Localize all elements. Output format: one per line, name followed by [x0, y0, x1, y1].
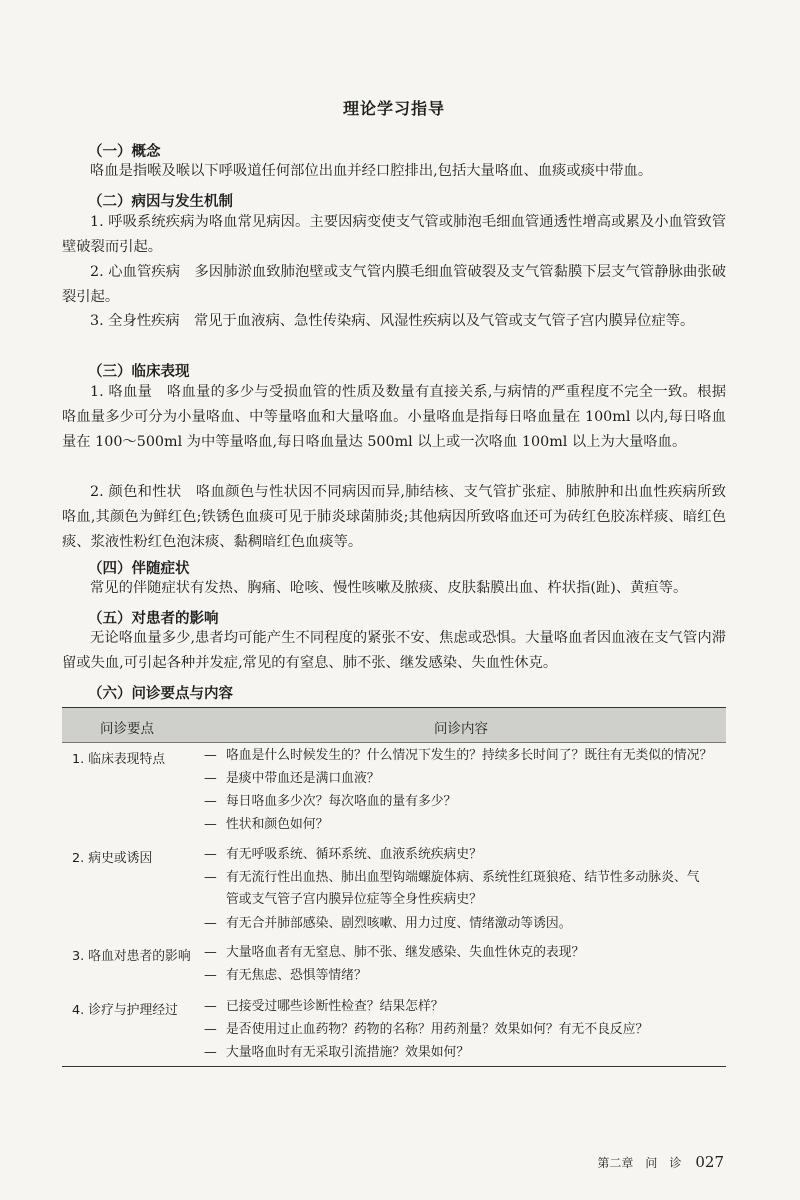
list-item: — 有无合并肺部感染、剧烈咳嗽、用力过度、情绪激动等诱因。 — [204, 916, 572, 931]
interview-table — [62, 707, 726, 743]
page-title: 理论学习指导 — [342, 99, 445, 118]
row-label: 3. 咯血对患者的影响 — [72, 949, 191, 964]
row-label: 4. 诊疗与护理经过 — [72, 1003, 178, 1018]
list-item: — 咯血是什么时候发生的？什么情况下发生的？持续多长时间了？既往有无类似的情况？ — [204, 748, 713, 763]
table-header — [62, 707, 726, 743]
list-item: — 是痰中带血还是满口血液？ — [204, 771, 380, 786]
chapter-label: 第二章 问 诊 — [597, 1156, 682, 1170]
section-heading-interview: （六）问诊要点与内容 — [88, 686, 233, 702]
list-item: — 大量咯血时有无采取引流措施？效果如何？ — [204, 1045, 470, 1060]
paragraph-clinical-1: 1. 咯血量 咯血量的多少与受损血管的性质及数量有直接关系,与病情的严重程度不完全一致。根据咯血量多少可分为小量咯血、中等量咯血和大量咯血。小量咯血是指每日咯血量在 100ml 以内,每日咯血量在 100～500ml 为中等量咯血,每日咯血量达 500ml 以上或一次咯血 100ml 以上为大量咯血。 — [62, 384, 726, 450]
paragraph-cause-1: 1. 呼吸系统疾病为咯血常见病因。主要因病变使支气管或肺泡毛细血管通透性增高或累及小血管致管壁破裂而引起。 — [62, 214, 726, 255]
document-page — [62, 0, 726, 1200]
table-bottom-rule — [62, 1066, 726, 1067]
list-item: — 是否使用过止血药物？药物的名称？用药剂量？效果如何？有无不良反应？ — [204, 1022, 649, 1037]
list-item: — 性状和颜色如何？ — [204, 817, 329, 832]
section-heading-concept: （一）概念 — [88, 144, 161, 160]
paragraph-cause-2: 2. 心血管疾病 多因肺淤血致肺泡壁或支气管内膜毛细血管破裂及支气管黏膜下层支气管静脉曲张破裂引起。 — [62, 264, 726, 305]
table-header-content: 问诊内容 — [434, 721, 488, 737]
section-heading-cause: （二）病因与发生机制 — [88, 194, 233, 210]
list-item: — 有无焦虑、恐惧等情绪？ — [204, 968, 367, 983]
page-footer — [597, 1153, 724, 1171]
list-item: — 大量咯血者有无窒息、肺不张、继发感染、失血性休克的表现？ — [204, 945, 585, 960]
row-label: 2. 病史或诱因 — [72, 851, 153, 866]
paragraph-clinical-2: 2. 颜色和性状 咯血颜色与性状因不同病因而异,肺结核、支气管扩张症、肺脓肿和出血性疾病所致咯血,其颜色为鲜红色;铁锈色血痰可见于肺炎球菌肺炎;其他病因所致咯血还可为砖红色胶冻样痰、暗红色痰、浆液性粉红色泡沫痰、黏稠暗红色血痰等。 — [62, 484, 726, 550]
list-item: — 已接受过哪些诊断性检查？结果怎样？ — [204, 999, 444, 1014]
list-item: — 有无流行性出血热、肺出血型钩端螺旋体病、系统性红斑狼疮、结节性多动脉炎、气管或支气管子宫内膜异位症等全身性疾病史？ — [204, 870, 700, 907]
list-item: — 有无呼吸系统、循环系统、血液系统疾病史？ — [204, 847, 482, 862]
paragraph-cause-3: 3. 全身性疾病 常见于血液病、急性传染病、风湿性疾病以及气管或支气管子宫内膜异位症等。 — [90, 313, 695, 329]
list-item: — 每日咯血多少次？每次咯血的量有多少？ — [204, 794, 457, 809]
table-header-point: 问诊要点 — [100, 721, 154, 737]
section-heading-clinical: （三）临床表现 — [88, 364, 190, 380]
section-heading-impact: （五）对患者的影响 — [88, 611, 219, 627]
section-heading-symptoms: （四）伴随症状 — [88, 561, 190, 577]
page-number: 027 — [695, 1153, 724, 1171]
paragraph-concept: 咯血是指喉及喉以下呼吸道任何部位出血并经口腔排出,包括大量咯血、血痰或痰中带血。 — [90, 163, 653, 179]
paragraph-symptoms: 常见的伴随症状有发热、胸痛、呛咳、慢性咳嗽及脓痰、皮肤黏膜出血、杵状指(趾)、黄疸等。 — [90, 580, 688, 596]
paragraph-impact: 无论咯血量多少,患者均可能产生不同程度的紧张不安、焦虑或恐惧。大量咯血者因血液在支气管内滞留或失血,可引起各种并发症,常见的有窒息、肺不张、继发感染、失血性休克。 — [62, 630, 726, 671]
row-label: 1. 临床表现特点 — [72, 752, 166, 767]
